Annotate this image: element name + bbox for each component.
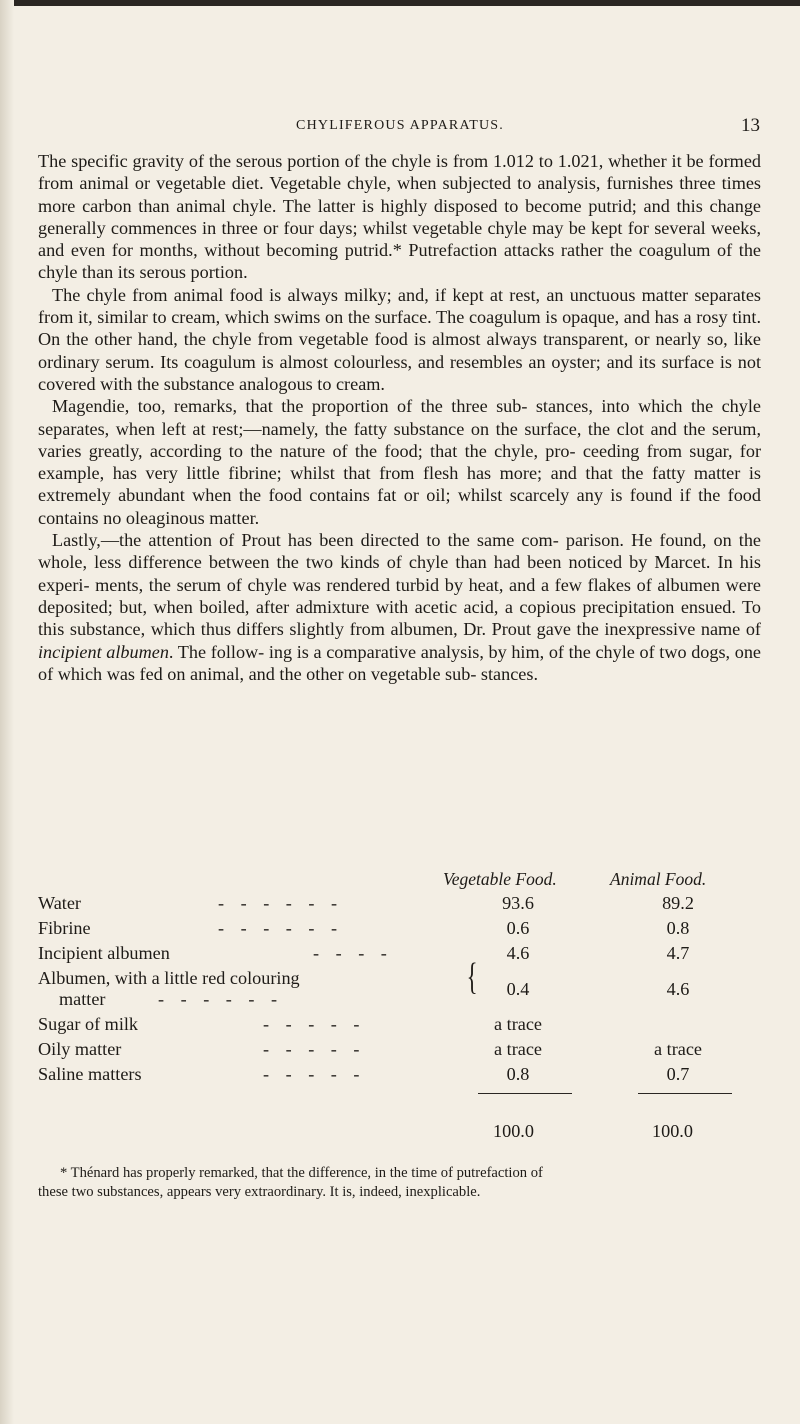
row-label: Albumen, with a little red colouring: [38, 968, 300, 988]
row-leader: - - - - - -: [218, 893, 344, 913]
animal-value: a trace: [654, 1039, 702, 1059]
table-row: [38, 1064, 760, 1088]
vegetable-value: a trace: [494, 1014, 542, 1034]
total-animal: 100.0: [652, 1121, 693, 1141]
animal-value: 0.8: [666, 918, 690, 938]
animal-value: 0.7: [666, 1064, 690, 1084]
row-label: Water: [38, 893, 81, 913]
row-label: Fibrine: [38, 918, 91, 938]
table-row: [38, 1039, 760, 1063]
footnote-line-2: these two substances, appears very extraordinary. It is, indeed, inexplicable.: [38, 1184, 481, 1200]
vegetable-value: 0.4: [506, 979, 530, 999]
footnote-line-1: * Thénard has properly remarked, that the difference, in the time of putrefaction of: [60, 1165, 543, 1181]
table-row: [38, 943, 760, 967]
row-label: Saline matters: [38, 1064, 142, 1084]
row-leader: - - - - -: [263, 1064, 366, 1084]
animal-value: 4.7: [666, 943, 690, 963]
row-label: matter: [59, 989, 106, 1009]
footnote: [38, 1164, 760, 1202]
animal-value: 89.2: [662, 893, 694, 913]
paragraph-3: Magendie, too, remarks, that the proportion of the three sub- stances, into which the chyle separates, when left at rest;—namely, the fatty substance on the surface, the clot and the serum, varies greatly, according to the nature of the food; that the chyle, pro- ceeding from sugar, for example, has very little fibrine; whilst that from flesh has more; and that the fatty matter is extremely abundant when the food contains fat or oil; whilst scarcely any is found if the food contains no oleaginous matter.: [38, 396, 761, 528]
paragraph-1: The specific gravity of the serous portion of the chyle is from 1.012 to 1.021, whether it be formed from animal or vegetable diet. Vegetable chyle, when subjected to analysis, furnishes three times more carbon than animal chyle. The latter is highly disposed to become putrid; and this change generally commences in three or four days; whilst vegetable chyle may be kept for several weeks, and even for months, without becoming putrid.* Putrefaction attacks rather the coagulum of the chyle than its serous portion.: [38, 151, 761, 283]
vegetable-value: 4.6: [506, 943, 530, 963]
row-leader: - - - - -: [263, 1014, 366, 1034]
page-header: [40, 115, 760, 142]
table-row: [38, 893, 760, 917]
row-leader: - - - - - -: [158, 989, 284, 1009]
page-number: 13: [741, 115, 760, 136]
total-vegetable: 100.0: [493, 1121, 534, 1141]
table-row: [38, 918, 760, 942]
italic-term: incipient albumen: [38, 641, 169, 662]
row-label: Oily matter: [38, 1039, 122, 1059]
column-header-animal: Animal Food.: [610, 869, 707, 889]
row-leader: - - - - -: [263, 1039, 366, 1059]
table-row: [38, 979, 760, 1013]
vegetable-value: 93.6: [502, 893, 534, 913]
row-leader: - - - -: [313, 943, 393, 963]
row-label: Incipient albumen: [38, 943, 170, 963]
body-text: [38, 150, 761, 685]
brace-glyph: {: [466, 956, 478, 998]
page-gutter-shadow: [0, 0, 14, 1424]
top-border-rule: [0, 0, 800, 6]
column-header-vegetable: Vegetable Food.: [443, 869, 557, 889]
vegetable-value: 0.8: [506, 1064, 530, 1084]
vegetable-value: a trace: [494, 1039, 542, 1059]
paragraph-2: The chyle from animal food is always milky; and, if kept at rest, an unctuous matter separates from it, similar to cream, which swims on the surface. The coagulum is opaque, and has a rosy tint. On the other hand, the chyle from vegetable food is almost always transparent, or nearly so, like ordinary serum. Its coagulum is almost colourless, and resembles an oyster; and its surface is not covered with the substance analogous to cream.: [38, 284, 761, 394]
paragraph-4: Lastly,—the attention of Prout has been directed to the same com- parison. He found, on the whole, less difference between the two kinds of chyle than had been noticed by Marcet. In his experi- ments, the serum of chyle was rendered turbid by heat, and a few flakes of albumen were deposited; but, when boiled, after admixture with acetic acid, a copious precipitation ensued. To this substance, which thus differs slightly from albumen, Dr. Prout gave the inexpressive name of incipient albumen. The follow- ing is a comparative analysis, by him, of the chyle of two dogs, one of which was fed on animal, and the other on vegetable sub- stances.: [38, 530, 761, 684]
running-head: CHYLIFEROUS APPARATUS.: [296, 118, 504, 133]
sum-rule-vegetable: [478, 1093, 572, 1094]
row-leader: - - - - - -: [218, 918, 344, 938]
animal-value: 4.6: [666, 979, 690, 999]
sum-rule-animal: [638, 1093, 732, 1094]
vegetable-value: 0.6: [506, 918, 530, 938]
table-row: [38, 1014, 760, 1038]
row-label: Sugar of milk: [38, 1014, 139, 1034]
